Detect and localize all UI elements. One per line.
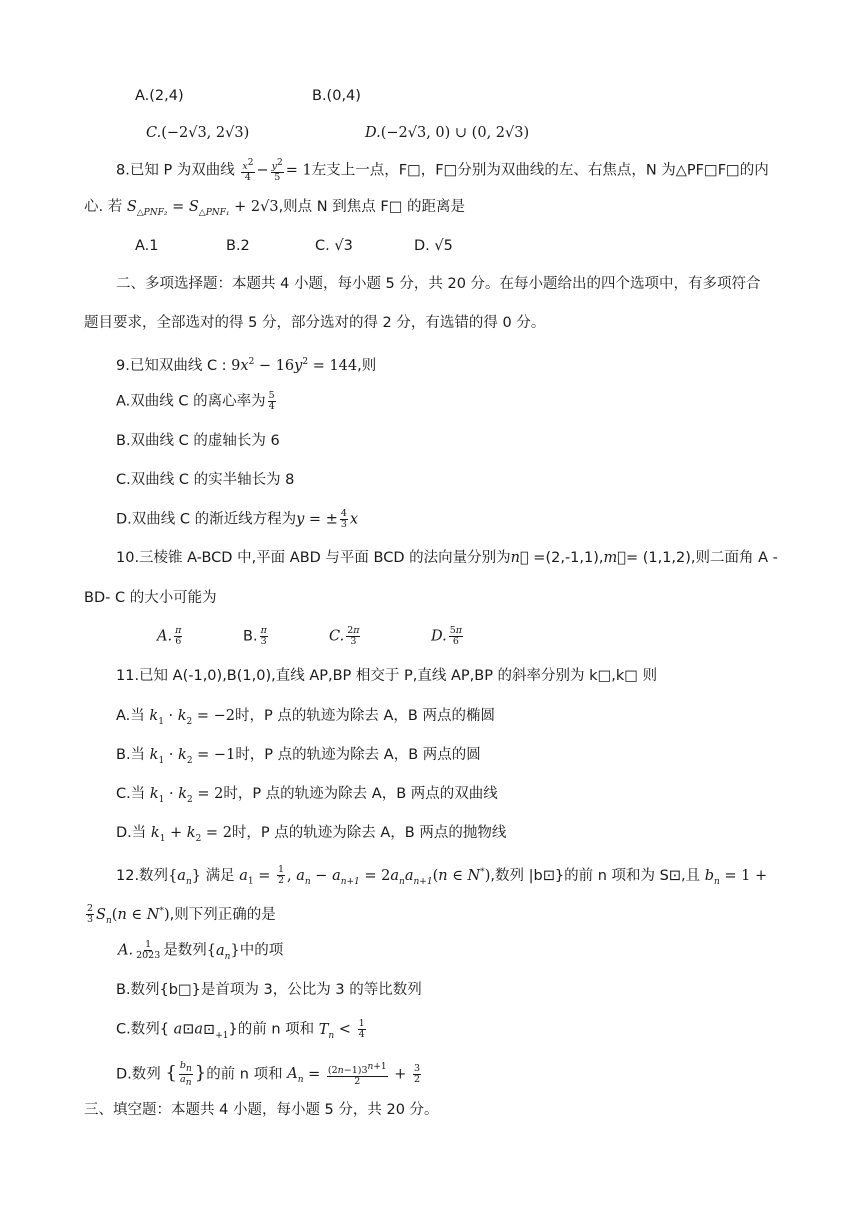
- q9-option-a: A.双曲线 C 的离心率为 $\frac{5}{4}$: [116, 390, 275, 412]
- q12-option-d: D.数列 { $\frac{b_n}{a_n}$ }的前 n 项和 $A_n$ = $\frac{(2n-1)3^{n+1}}{2}$ + $\frac{3}{2}$: [116, 1060, 421, 1088]
- q11-option-a: A.当 $k_1 \cdot k_2 = -2$时，P 点的轨迹为除去 A，B 两点的椭圆: [116, 708, 495, 727]
- q11-stem: 11.已知 A(-1,0),B(1,0),直线 AP,BP 相交于 P,直线 AP,BP 的斜率分别为 k□,k□ 则: [116, 668, 658, 684]
- q10-option-d: D. $\frac{5\pi}{6}$: [431, 625, 463, 647]
- section2-heading-line2: 题目要求，全部选对的得 5 分，部分选对的得 2 分，有选错的得 0 分。: [84, 315, 546, 331]
- q12-option-a: A. $\frac{1}{2023}$ 是数列$\{a_n\}$中的项: [118, 939, 284, 962]
- q8-fraction-x: $\frac{x^2}{4}$: [242, 158, 254, 184]
- q12-line2: $\frac{2}{3}$ $S_n(n$ ∈ N*),则下列正确的是: [87, 903, 276, 926]
- q8-option-a: A.1: [135, 238, 159, 254]
- q12-line1: 12.数列$\{a_n\}$ 满足 $a_1$ = $\frac{1}{2}$ , $a_n - a_{n+1} = 2a_na_{n+1}(n$ ∈ N*),数列 |b⊡}的前 n 项和为 S⊡,且 $b_n = 1$ +: [116, 864, 768, 887]
- q7-option-c: C.(−2√3, 2√3): [146, 125, 250, 141]
- q8-option-c: C. √3: [315, 238, 353, 254]
- q10-line2: BD- C 的大小可能为: [84, 590, 217, 606]
- q8-line2: 心. 若 $S_{\triangle PNF_2} = S_{\triangle PNF_1} + 2√3$,则点 N 到焦点 F□ 的距离是: [84, 199, 466, 218]
- section2-heading-line1: 二、多项选择题：本题共 4 小题，每小题 5 分，共 20 分。在每小题给出的四个选项中，有多项符合: [116, 276, 761, 292]
- q11-option-d: D.当 $k_1 + k_2 = 2$时，P 点的轨迹为除去 A，B 两点的抛物线: [116, 825, 507, 844]
- q11-option-c: C.当 $k_1 \cdot k_2 = 2$时，P 点的轨迹为除去 A，B 两点的双曲线: [116, 786, 498, 805]
- q7-option-a: A.(2,4): [135, 88, 184, 104]
- q7-option-b: B.(0,4): [312, 88, 361, 104]
- q10-option-a: A. $\frac{\pi}{6}$: [157, 625, 182, 647]
- q10-line1: 10.三棱锥 A-BCD 中,平面 ABD 与平面 BCD 的法向量分别为n⃗ =(2,-1,1),m⃗= (1,1,2),则二面角 A -: [116, 550, 778, 566]
- q10-option-c: C. $\frac{2\pi}{3}$: [329, 625, 360, 647]
- q12-option-c: C.数列{ $a⊡a⊡_{+1}$}的前 n 项和 $T_n$ < $\frac{1}{4}$: [116, 1018, 365, 1041]
- q8-fraction-y: $\frac{y^2}{5}$: [271, 158, 283, 184]
- section3-heading: 三、填空题：本题共 4 小题，每小题 5 分，共 20 分。: [84, 1102, 439, 1118]
- q12-option-b: B.数列{b□}是首项为 3，公比为 3 的等比数列: [116, 982, 422, 998]
- q9-option-d: D.双曲线 C 的渐近线方程为y = ± $\frac{4}{3}$ x: [116, 508, 359, 530]
- q8-area-equation: $S_{\triangle PNF_2} = S_{\triangle PNF_1} + 2√3$: [126, 199, 279, 218]
- q10-option-b: B. $\frac{\pi}{3}$: [243, 625, 267, 647]
- q8-option-b: B.2: [226, 238, 250, 254]
- q8-line1: 8.已知 P 为双曲线 $\frac{x^2}{4}$ − $\frac{y^2}{5}$ = 1左支上一点，F□，F□分别为双曲线的左、右焦点，N 为△PF□F□的内: [116, 158, 769, 184]
- q9-option-c: C.双曲线 C 的实半轴长为 8: [116, 472, 295, 488]
- q9-option-b: B.双曲线 C 的虚轴长为 6: [116, 433, 280, 449]
- q9-stem: 9.已知双曲线 C : $9x^2 - 16y^2 = 144$,则: [116, 357, 377, 374]
- q11-option-b: B.当 $k_1 \cdot k_2 = -1$时，P 点的轨迹为除去 A，B 两点的圆: [116, 747, 481, 766]
- q7-option-d: D.(−2√3, 0) ∪ (0, 2√3): [365, 125, 530, 141]
- q8-option-d: D. √5: [414, 238, 453, 254]
